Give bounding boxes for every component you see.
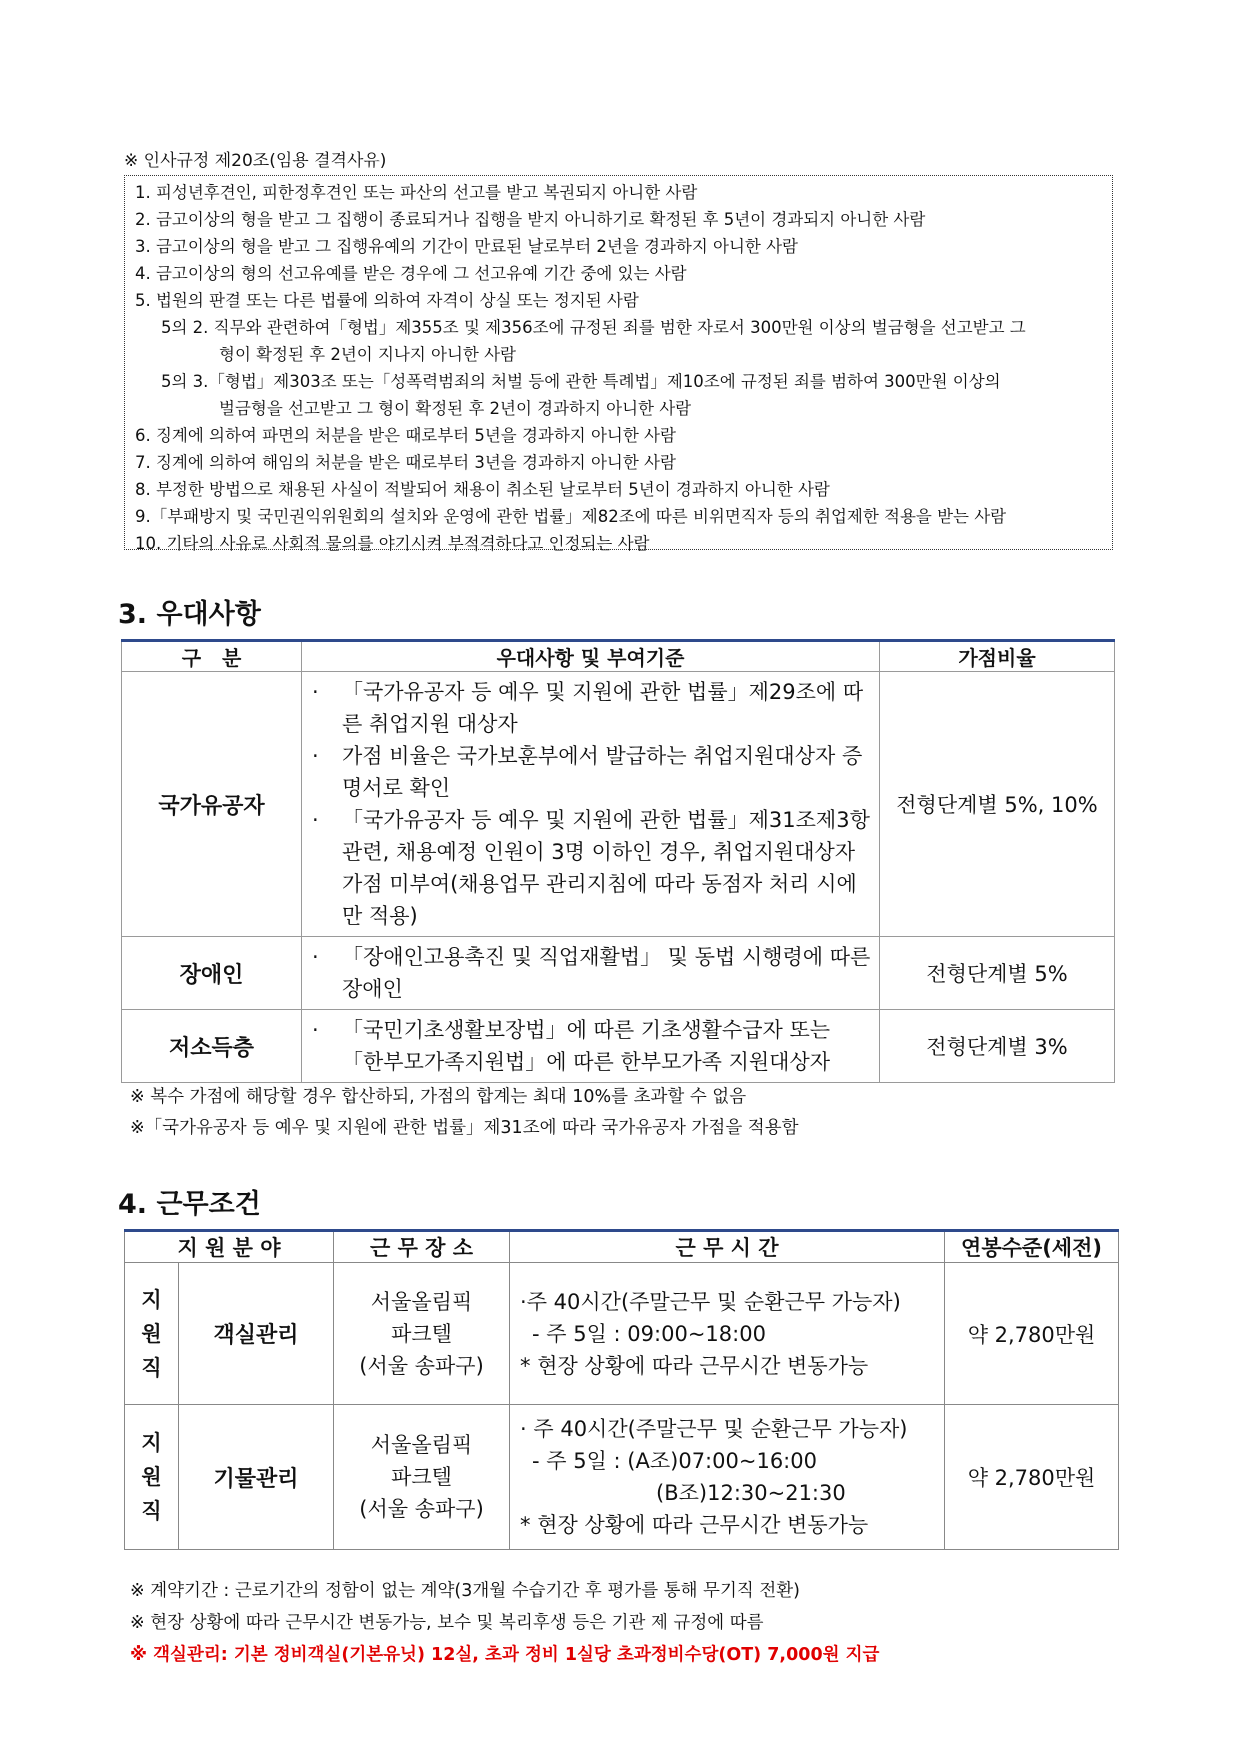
disqualification-item: 5. 법원의 판결 또는 다른 법률에 의하여 자격이 상실 또는 정지된 사람 — [135, 291, 639, 310]
disqualification-item: 5의 3.「형법」제303조 또는「성폭력범죄의 처벌 등에 관한 특례법」제10조에 규정된 죄를 범하여 300만원 이상의 — [161, 372, 1001, 391]
disqualification-item: 4. 금고이상의 형의 선고유예를 받은 경우에 그 선고유예 기간 중에 있는 사람 — [135, 264, 687, 283]
disqualification-box — [124, 175, 1113, 553]
preference-note: ※ 복수 가점에 해당할 경우 합산하되, 가점의 합계는 최대 10%를 초과할 수 없음 — [130, 1087, 747, 1107]
job-type-cell: 지 원 직 — [125, 1405, 179, 1550]
disqualification-item: 5의 2. 직무와 관련하여「형법」제355조 및 제356조에 규정된 죄를 범한 자로서 300만원 이상의 벌금형을 선고받고 그 — [161, 318, 1026, 337]
work-conditions-table — [124, 1229, 1119, 1550]
section-heading-preference: 3. 우대사항 — [118, 599, 261, 630]
table-header: 우대사항 및 부여기준 — [302, 641, 880, 672]
field-cell: 객실관리 — [179, 1263, 334, 1405]
section-heading-work-conditions: 4. 근무조건 — [118, 1189, 261, 1220]
table-row — [125, 1405, 1119, 1550]
hours-cell: · 주 40시간(주말근무 및 순환근무 가능자) - 주 5일 : (A조)07:00~16:00 (B조)12:30~21:30 * 현장 상황에 따라 근무시간 변동가능 — [510, 1405, 945, 1550]
place-cell: 서울올림픽 파크텔 (서울 송파구) — [334, 1263, 510, 1405]
disqualification-item: 9.「부패방지 및 국민권익위원회의 설치와 운영에 관한 법률」제82조에 따른 비위면직자 등의 취업제한 적용을 받는 사람 — [135, 507, 1007, 526]
disqualification-item: 3. 금고이상의 형을 받고 그 집행유예의 기간이 만료된 날로부터 2년을 경과하지 아니한 사람 — [135, 237, 798, 256]
work-note: ※ 현장 상황에 따라 근무시간 변동가능, 보수 및 복리후생 등은 기관 제 규정에 따름 — [130, 1613, 764, 1633]
table-row — [125, 1263, 1119, 1405]
bullet-icon: · — [312, 744, 319, 768]
work-note: ※ 계약기간 : 근로기간의 정함이 없는 계약(3개월 수습기간 후 평가를 통해 무기직 전환) — [130, 1581, 800, 1601]
work-note-highlight: ※ 객실관리: 기본 정비객실(기본유닛) 12실, 초과 정비 1실당 초과정비수당(OT) 7,000원 지급 — [130, 1645, 880, 1665]
category-cell: 저소득층 — [122, 1010, 302, 1083]
disqualification-item: 8. 부정한 방법으로 채용된 사실이 적발되어 채용이 취소된 날로부터 5년이 경과하지 아니한 사람 — [135, 480, 830, 499]
table-header: 근 무 시 간 — [510, 1231, 945, 1263]
criteria-cell — [302, 672, 880, 937]
table-row — [122, 1010, 1115, 1083]
table-header: 근 무 장 소 — [334, 1231, 510, 1263]
rate-cell: 전형단계별 3% — [880, 1010, 1115, 1083]
criteria-cell — [302, 1010, 880, 1083]
preference-note: ※「국가유공자 등 예우 및 지원에 관한 법률」제31조에 따라 국가유공자 가점을 적용함 — [130, 1118, 799, 1138]
criteria-item: · 「국가유공자 등 예우 및 지원에 관한 법률」제31조제3항 관련, 채용예정 인원이 3명 이하인 경우, 취업지원대상자 가점 미부여(채용업무 관리지침에 따라 동점자 처리 시에만 적용) — [312, 804, 871, 932]
criteria-item: · 「국민기초생활보장법」에 따른 기초생활수급자 또는 「한부모가족지원법」에 따른 한부모가족 지원대상자 — [312, 1014, 871, 1078]
place-cell: 서울올림픽 파크텔 (서울 송파구) — [334, 1405, 510, 1550]
criteria-cell — [302, 937, 880, 1010]
salary-cell: 약 2,780만원 — [945, 1263, 1119, 1405]
job-type-cell: 지 원 직 — [125, 1263, 179, 1405]
disqualification-item: 형이 확정된 후 2년이 지나지 아니한 사람 — [219, 345, 516, 364]
bullet-icon: · — [312, 1018, 319, 1042]
salary-cell: 약 2,780만원 — [945, 1405, 1119, 1550]
disqualification-item: 1. 피성년후견인, 피한정후견인 또는 파산의 선고를 받고 복권되지 아니한 사람 — [135, 183, 698, 202]
table-row — [122, 937, 1115, 1010]
preference-table — [121, 639, 1115, 1083]
table-header: 연봉수준(세전) — [945, 1231, 1119, 1263]
category-cell: 국가유공자 — [122, 672, 302, 937]
disqualification-item: 2. 금고이상의 형을 받고 그 집행이 종료되거나 집행을 받지 아니하기로 확정된 후 5년이 경과되지 아니한 사람 — [135, 210, 926, 229]
disqualification-title: ※ 인사규정 제20조(임용 결격사유) — [124, 151, 387, 171]
criteria-item: · 「국가유공자 등 예우 및 지원에 관한 법률」제29조에 따른 취업지원 대상자 — [312, 676, 871, 740]
disqualification-item: 벌금형을 선고받고 그 형이 확정된 후 2년이 경과하지 아니한 사람 — [219, 399, 692, 418]
bullet-icon: · — [312, 808, 319, 832]
table-header: 구 분 — [122, 641, 302, 672]
table-row — [122, 672, 1115, 937]
table-header: 지 원 분 야 — [125, 1231, 334, 1263]
category-cell: 장애인 — [122, 937, 302, 1010]
criteria-item: · 가점 비율은 국가보훈부에서 발급하는 취업지원대상자 증명서로 확인 — [312, 740, 871, 804]
table-header: 가점비율 — [880, 641, 1115, 672]
disqualification-item: 6. 징계에 의하여 파면의 처분을 받은 때로부터 5년을 경과하지 아니한 사람 — [135, 426, 676, 445]
field-cell: 기물관리 — [179, 1405, 334, 1550]
criteria-item: · 「장애인고용촉진 및 직업재활법」 및 동법 시행령에 따른 장애인 — [312, 941, 871, 1005]
hours-cell: ·주 40시간(주말근무 및 순환근무 가능자) - 주 5일 : 09:00~18:00 * 현장 상황에 따라 근무시간 변동가능 — [510, 1263, 945, 1405]
bullet-icon: · — [312, 945, 319, 969]
disqualification-item: 7. 징계에 의하여 해임의 처분을 받은 때로부터 3년을 경과하지 아니한 사람 — [135, 453, 676, 472]
rate-cell: 전형단계별 5%, 10% — [880, 672, 1115, 937]
rate-cell: 전형단계별 5% — [880, 937, 1115, 1010]
bullet-icon: · — [312, 680, 319, 704]
disqualification-item: 10. 기타의 사유로 사회적 물의를 야기시켜 부적격하다고 인정되는 사람 — [135, 534, 650, 553]
